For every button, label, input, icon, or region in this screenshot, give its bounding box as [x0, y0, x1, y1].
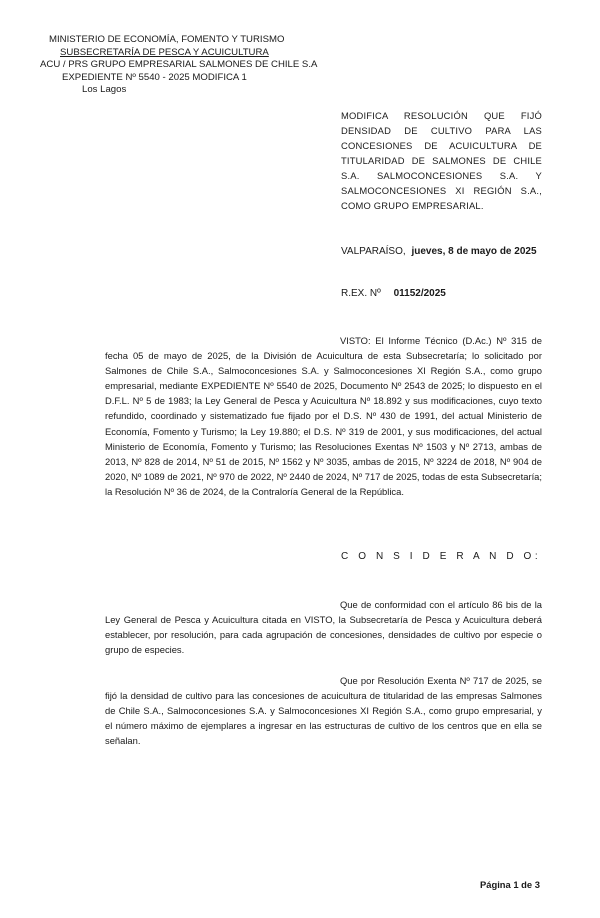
- visto-paragraph: VISTO: El Informe Técnico (D.Ac.) Nº 315 de fecha 05 de mayo de 2025, de la División de Acuicultura de esta Subsecretaría; lo solicitado por Salmones de Chile S.A., Salmoconcesiones S.A. y Salmoconcesiones XI Región S.A., como grupo empresarial, mediante EXPEDIENTE Nº 5540 de 2025, Documento Nº 2543 de 2025; lo dispuesto en el D.F.L. Nº 5 de 1983; la Ley General de Pesca y Acuicultura Nº 18.892 y sus modificaciones, cuyo texto refundido, coordinado y sistematizado fue fijado por el D.S. Nº 430 de 1991, del actual Ministerio de Economía, Fomento y Turismo; la Ley 19.880; el D.S. Nº 319 de 2001, y sus modificaciones, del actual Ministerio de Economía, Fomento y Turismo; las Resoluciones Exentas Nº 1503 y Nº 2713, ambas de 2013, Nº 828 de 2014, Nº 51 de 2015, Nº 1562 y Nº 3035, ambas de 2015, Nº 3224 de 2018, Nº 904 de 2020, Nº 1089 de 2021, Nº 970 de 2022, Nº 2440 de 2024, Nº 717 de 2025, todas de esta Subsecretaría; la Resolución Nº 36 de 2024, de la Contraloría General de la República.: [105, 335, 542, 497]
- issue-date: jueves, 8 de mayo de 2025: [411, 246, 537, 257]
- ministry-name: MINISTERIO DE ECONOMÍA, FOMENTO Y TURISMO: [49, 34, 285, 45]
- considerando-paragraph-1: Que de conformidad con el artículo 86 bis de la Ley General de Pesca y Acuicultura citada en VISTO, la Subsecretaría de Pesca y Acuicultura deberá establecer, por resolución, para cada agrupación de concesiones, densidades de cultivo por especie o grupo de especies.: [105, 599, 542, 656]
- resolution-number-value: 01152/2025: [393, 288, 446, 299]
- place: VALPARAÍSO,: [341, 246, 406, 257]
- reference-line: ACU / PRS GRUPO EMPRESARIAL SALMONES DE CHILE S.A: [40, 59, 318, 71]
- region-name: Los Lagos: [82, 84, 127, 96]
- file-number: EXPEDIENTE Nº 5540 - 2025 MODIFICA 1: [62, 71, 247, 83]
- resolution-number: [341, 288, 446, 299]
- subsecretariat-name: SUBSECRETARÍA DE PESCA Y ACUICULTURA: [60, 46, 269, 58]
- considerando-title: C O N S I D E R A N D O:: [341, 551, 542, 562]
- considerando-paragraph-2: Que por Resolución Exenta Nº 717 de 2025, se fijó la densidad de cultivo para las concesiones de acuicultura de titularidad de las empresas Salmones de Chile S.A., Salmoconcesiones S.A. y Salmoconcesiones XI Región S.A., como grupo empresarial, y el número máximo de ejemplares a ingresar en las estructuras de cultivo de los centros que en ella se señalan.: [105, 675, 542, 747]
- page-number: Página 1 de 3: [480, 879, 540, 890]
- resolution-label: R.EX. Nº: [341, 288, 381, 299]
- document-header: [40, 34, 318, 97]
- resolution-subject: MODIFICA RESOLUCIÓN QUE FIJÓ DENSIDAD DE CULTIVO PARA LAS CONCESIONES DE ACUICULTURA DE TITULARIDAD DE SALMONES DE CHILE S.A. SALMOCONCESIONES S.A. Y SALMOCONCESIONES XI REGIÓN S.A., COMO GRUPO EMPRESARIAL.: [341, 110, 542, 211]
- place-and-date: [341, 246, 537, 257]
